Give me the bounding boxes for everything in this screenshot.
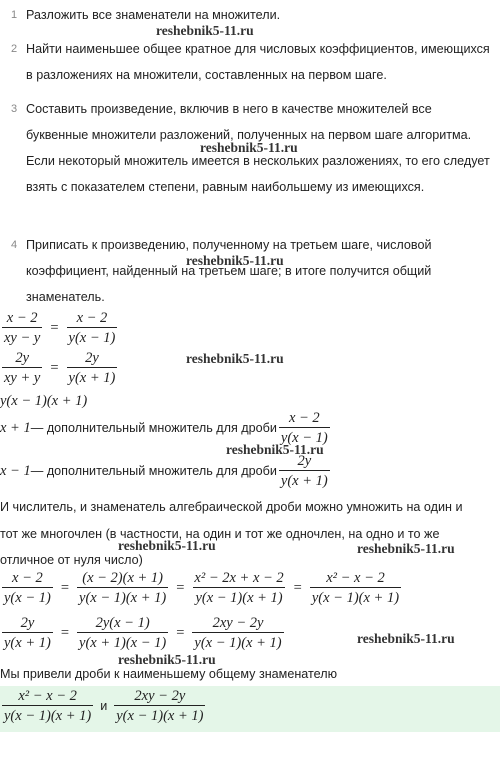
fraction [67, 350, 118, 386]
fraction [77, 615, 168, 651]
denominator: y(x − 1) [67, 327, 118, 346]
equals-sign: = [176, 624, 185, 641]
step-text: Составить произведение, включив в него в качестве множителей все буквенные множители разложений, полученных на первом шаге алгоритма. Если некоторый множитель имеется в нескольких разложениях, то его следует взять с показателем степени, равным наибольшему из имеющихся. [26, 102, 490, 194]
result-text: Мы привели дроби к наименьшему общему знаменателю [0, 667, 338, 681]
denominator: y(x + 1) [2, 632, 53, 651]
numerator: 2xy − 2y [134, 688, 186, 704]
denominator: y(x − 1)(x + 1) [193, 587, 284, 606]
denominator: y(x − 1) [2, 587, 53, 606]
fraction [279, 410, 330, 446]
watermark: reshebnik5-11.ru [226, 442, 324, 457]
denominator: y(x − 1)(x + 1) [310, 587, 401, 606]
fraction [2, 688, 93, 724]
fraction [310, 570, 401, 606]
and-word: и [100, 699, 108, 713]
factor-description: — дополнительный множитель для дроби [30, 464, 277, 478]
numerator: x² − 2x + x − 2 [194, 570, 284, 586]
denominator: y(x − 1)(x + 1) [2, 705, 93, 724]
denominator: y(x − 1)(x + 1) [77, 587, 168, 606]
numerator: x² − x − 2 [18, 688, 77, 704]
fraction [2, 570, 53, 606]
numerator: (x − 2)(x + 1) [82, 570, 163, 586]
fraction [2, 310, 42, 346]
fraction [67, 310, 118, 346]
numerator: x − 2 [6, 310, 38, 326]
equals-sign: = [60, 624, 70, 641]
numerator: 2y [85, 350, 99, 366]
step-number: 2 [11, 43, 18, 55]
factor-description: — дополнительный множитель для дроби [30, 421, 277, 435]
denominator: y(x − 1)(x + 1) [114, 705, 205, 724]
equals-sign: = [50, 319, 59, 336]
equals-sign: = [60, 579, 70, 596]
fraction [279, 453, 330, 489]
paragraph-line-3: отличное от нуля число) [0, 553, 143, 567]
step-text: Найти наименьшее общее кратное для числовых коэффициентов, имеющихся в разложениях на множители, составленных на первом шаге. [26, 42, 490, 82]
numerator: 2y [297, 453, 312, 469]
watermark: reshebnik5-11.ru [186, 351, 284, 366]
denominator: y(x + 1) [279, 470, 330, 489]
numerator: 2y [20, 615, 35, 631]
numerator: x − 2 [12, 570, 43, 586]
step-number: 1 [11, 9, 18, 21]
factor-expression: x − 1 [0, 462, 31, 479]
denominator: xy − y [2, 327, 42, 346]
additional-factor-2 [0, 453, 332, 489]
watermark: reshebnik5-11.ru [357, 541, 455, 556]
denominator: y(x + 1) [67, 367, 118, 386]
watermark: reshebnik5-11.ru [118, 652, 216, 667]
factor-expression: x + 1 [0, 419, 31, 436]
expansion-fraction-2 [0, 615, 286, 651]
step-number: 4 [11, 239, 18, 251]
common-denominator-expression: y(x − 1)(x + 1) [0, 393, 88, 409]
watermark: reshebnik5-11.ru [200, 140, 298, 155]
fraction [2, 615, 53, 651]
common-denominator [0, 393, 87, 410]
step-number: 3 [11, 103, 18, 115]
step-text: Приписать к произведению, полученному на третьем шаге, числовой коэффициент, найденный на третьем шаге; в итоге получится общий знаменатель. [26, 238, 432, 304]
fraction [114, 688, 205, 724]
equals-sign: = [50, 359, 59, 376]
paragraph-line-1: И числитель, и знаменатель алгебраической дроби можно умножить на один и [0, 500, 463, 514]
watermark: reshebnik5-11.ru [156, 23, 254, 38]
result-fractions [0, 688, 207, 724]
denominator: y(x + 1)(x − 1) [77, 632, 168, 651]
numerator: 2y [15, 350, 30, 366]
numerator: 2y(x − 1) [95, 615, 150, 631]
watermark: reshebnik5-11.ru [118, 538, 216, 553]
fraction [192, 615, 283, 651]
numerator: x − 2 [76, 310, 108, 326]
equals-sign: = [176, 579, 185, 596]
step-text: Разложить все знаменатели на множители. [26, 8, 281, 22]
fraction [77, 570, 168, 606]
factor-fraction-2 [0, 350, 119, 386]
numerator: x − 2 [288, 410, 320, 426]
denominator: y(x − 1)(x + 1) [192, 632, 283, 651]
factor-fraction-1 [0, 310, 119, 346]
watermark: reshebnik5-11.ru [357, 631, 455, 646]
expansion-fraction-1 [0, 570, 403, 606]
numerator: x² − x − 2 [326, 570, 385, 586]
additional-factor-1 [0, 410, 332, 446]
fraction [2, 350, 42, 386]
numerator: 2xy − 2y [212, 615, 264, 631]
equals-sign: = [293, 579, 302, 596]
denominator: y(x − 1) [279, 427, 330, 446]
denominator: xy + y [2, 367, 42, 386]
paragraph-line-2: тот же многочлен (в частности, на один и тот же одночлен, на одно и то же [0, 527, 440, 541]
fraction [192, 570, 285, 606]
watermark: reshebnik5-11.ru [186, 253, 284, 268]
